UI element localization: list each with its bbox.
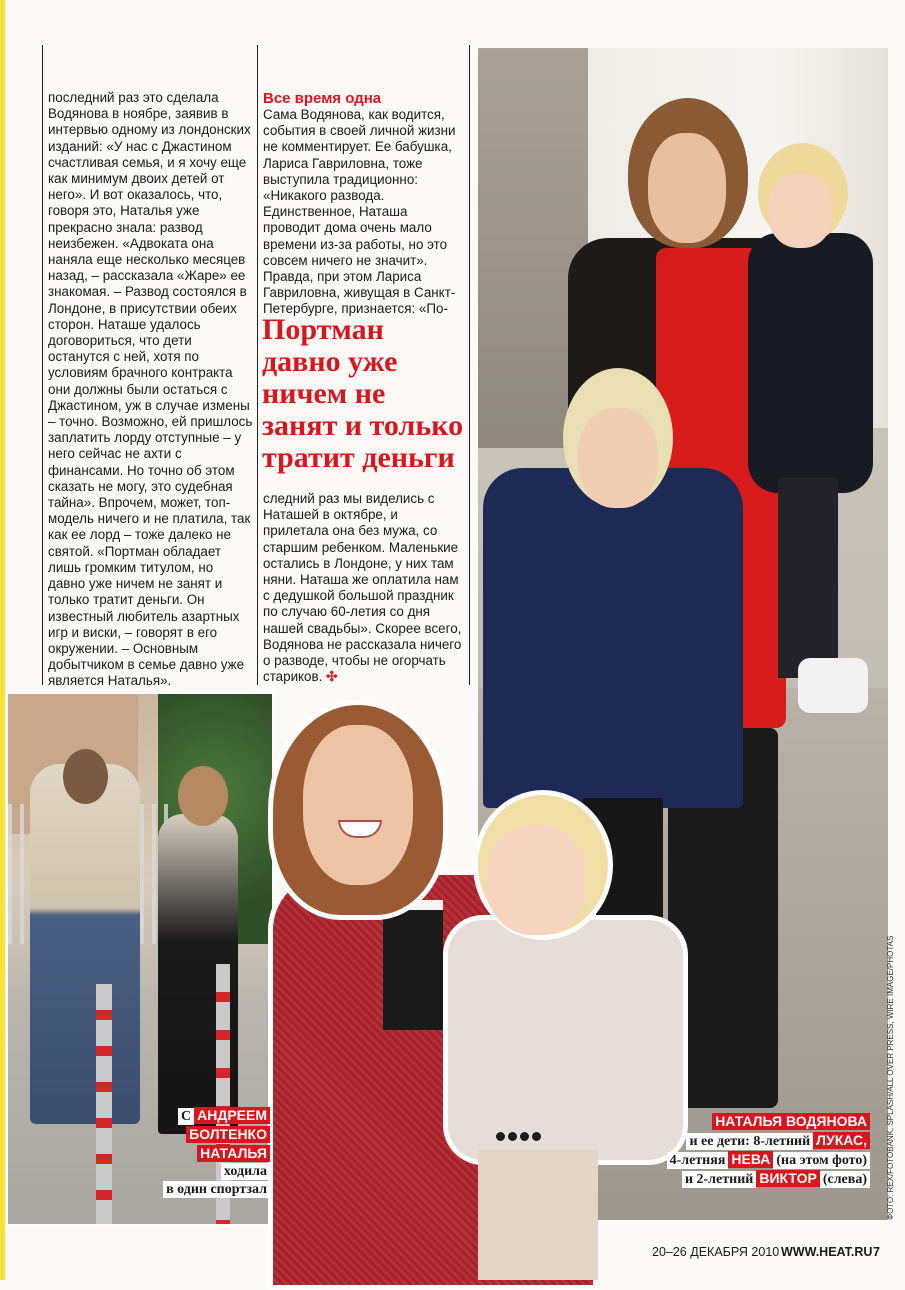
issue-date: 20–26 ДЕКАБРЯ 2010 [652,1245,780,1259]
caption-right-name-viktor: ВИКТОР [756,1170,820,1187]
page-number: 7 [873,1245,880,1259]
girl-shoe [798,658,868,713]
article-column-2 [263,90,463,318]
article-column-1 [48,90,254,690]
coat-buttons [496,1128,556,1142]
caption-right-title: НАТАЛЬЯ ВОДЯНОВА [712,1113,870,1130]
caption-left-name-3: НАТАЛЬЯ [197,1145,270,1162]
page-edge-stripe [0,0,5,1280]
child-legs [478,1150,598,1280]
caption-main-photo [618,1112,870,1189]
column-rule-center [257,45,258,685]
article-text-column-1: последний раз это сделала Водянова в ноябре, заявив в интервью одному из лондонских изданий: «У нас с Джастином счастливая семья, и я хочу еще как минимум двоих детей от него». И вот оказалось, что, говоря это, Наталья уже прекрасно знала: развод неизбежен. «Адвоката она наняла еще несколько месяцев назад, – рассказала «Жаре» ее знакомая. – Развод состоялся в Лондоне, в присутствии обеих сторон. Наташе удалось договориться, что дети останутся с ней, хотя по условиям брачного контракта они должны были остаться с Джастином, уж в случае измены – точно. Возможно, ей пришлось заплатить лорду отступные – у него сейчас не ахти с финансами. Но точно об этом сказать не могу, это судебная тайна». Впрочем, может, топ-модель ничего и не платила, так как ее лорд – тоже далеко не святой. «Портман обладает лишь громким титулом, но давно уже ничем не занят и только тратит деньги. Он известный любитель азартных игр и виски, – говорят в его окружении. – Основным добытчиком в семье давно уже является Наталья». [48,90,253,689]
caption-left-line-4: в один спортзал [163,1181,270,1198]
pull-quote: Портман давно уже ничем не занят и только тратит деньги [262,313,464,474]
girl-legs [778,478,838,678]
caption-street-photo [150,1106,270,1199]
end-mark-icon: ✣ [326,669,338,685]
mother-shirt [383,900,443,1030]
photo-man [30,764,140,1124]
photo-man-head [63,749,108,804]
caption-right-line-3: 4-летняя [667,1152,729,1169]
girl-face [768,173,833,248]
caption-right-line-3-suffix: (на этом фото) [773,1152,870,1169]
bollard-left [96,984,112,1224]
website-link[interactable]: WWW.HEAT.RU [781,1245,873,1259]
caption-left-name-2: БОЛТЕНКО [186,1126,270,1143]
caption-right-name-lukas: ЛУКАС, [813,1132,870,1149]
article-text-continued: следний раз мы виделись с Наташей в октябре, и прилетала она без мужа, со старшим ребенком. Маленькие остались в Лондоне, у них там няни. Наташа же оплатила нам с дедушкой большой праздник по случаю 60-летия со дня нашей свадьбы». Скорее всего, Водянова не рассказала ничего о разводе, чтобы не огорчать стариков. [263,491,462,685]
caption-right-line-4-suffix: (слева) [820,1171,870,1188]
photo-credit-text: ФОТО: REX/FOTOBANK, SPLASH/ALL OVER PRESS, WIRE IMAGE/PHOTAS [886,935,895,1220]
caption-left-name-1: АНДРЕЕМ [194,1107,270,1124]
photo-credit [886,880,898,1220]
boy-face [578,408,658,508]
caption-right-line-2: и ее дети: 8-летний [686,1133,813,1150]
caption-left-prefix: С [181,1109,192,1124]
mother-face [648,133,726,243]
article-column-2-continued [263,491,463,685]
mother-face-cutout [303,725,413,885]
girl-coat [748,233,873,493]
section-subhead: Все время одна [263,90,382,107]
column-rule-left [42,45,43,685]
child-face [486,825,586,935]
caption-right-line-4: и 2-летний [682,1171,756,1188]
caption-left-suffix: ходила [221,1163,270,1180]
caption-right-name-neva: НЕВА [728,1151,773,1168]
cutout-photo-mother-child [268,700,658,1280]
article-text-column-2: Сама Водянова, как водится, события в своей личной жизни не комментирует. Ее бабушка, Лариса Гавриловна, тоже выступила традиционно: «Никакого развода. Единственное, Наташа проводит дома очень мало времени из-за работы, но это совсем ничего не значит». Правда, при этом Лариса Гавриловна, живущая в Санкт-Петербурге, признается: «По- [263,107,456,317]
photo-woman-head [178,766,228,826]
column-rule-right [469,45,470,685]
